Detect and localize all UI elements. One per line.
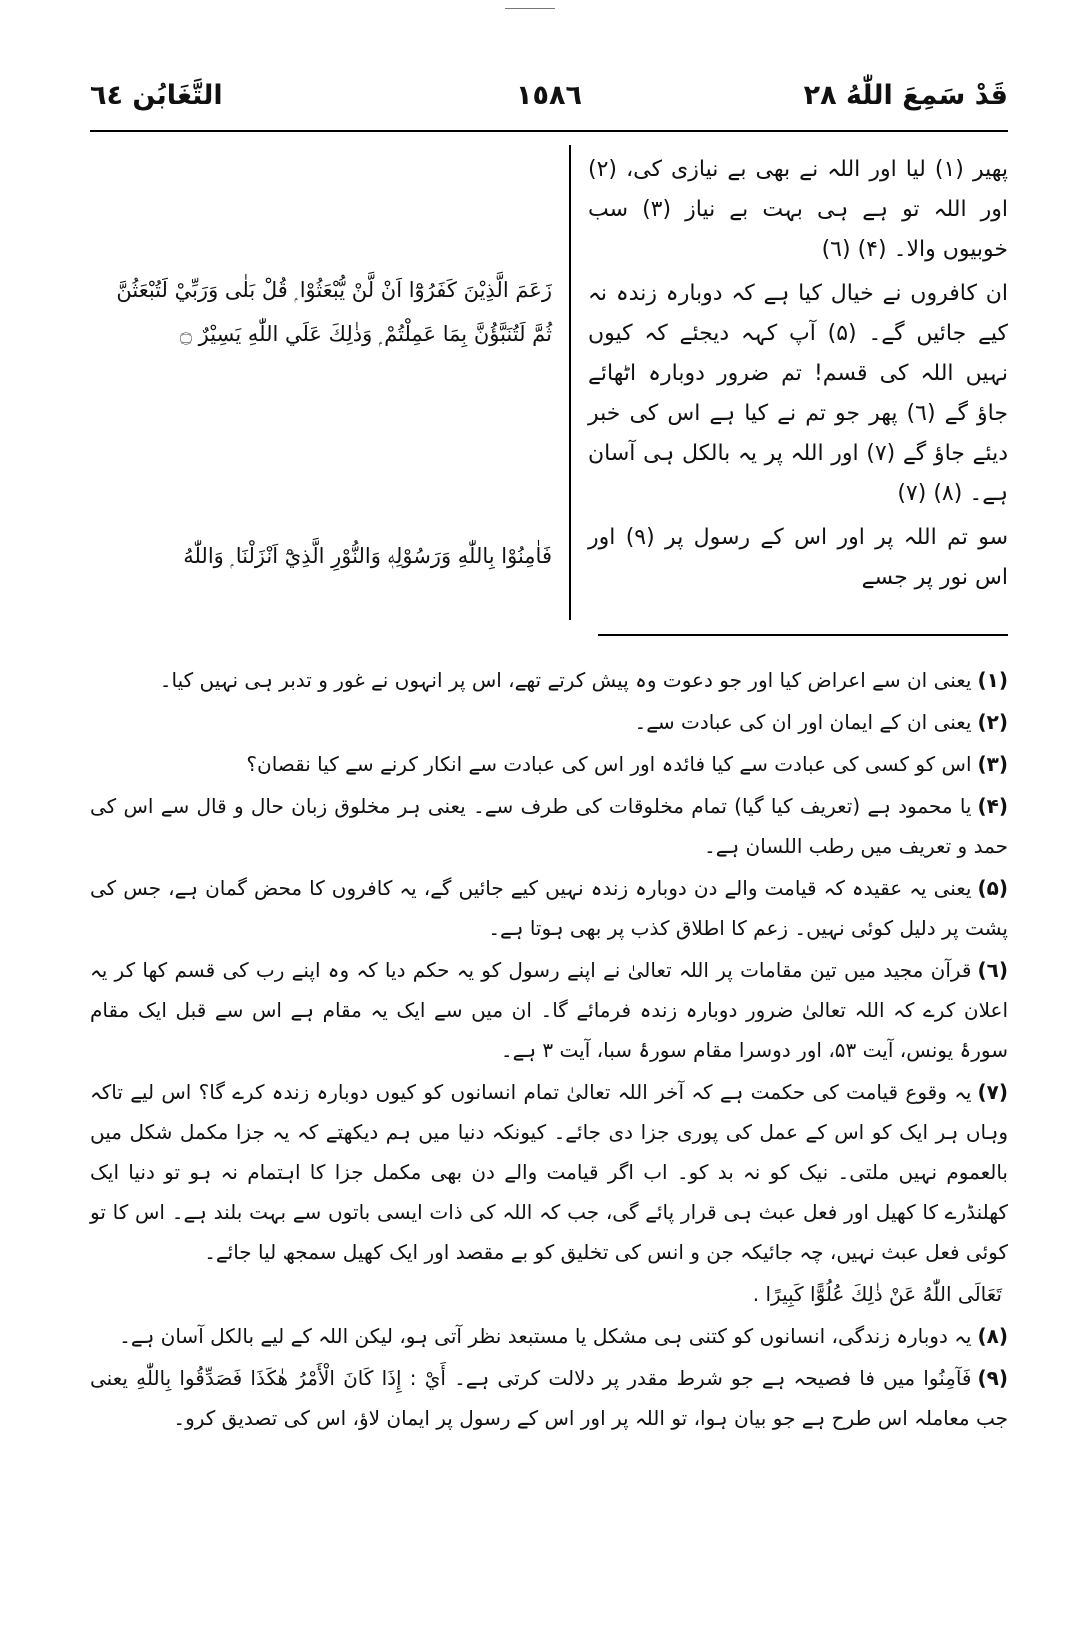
arabic-verse-text: فَاٰمِنُوْا بِاللّٰهِ وَرَسُوْلِهٖ وَالنُّوْرِ الَّذِيْٓ اَنْزَلْنَا ۭ وَاللّٰهُ (183, 544, 552, 568)
footnote-number: (٣) (977, 752, 1008, 776)
footnotes (90, 660, 1008, 1440)
footnote-text: یہ دوبارہ زندگی، انسانوں کو کتنی ہی مشکل یا مستبعد نظر آتی ہو، لیکن اللہ کے لیے بالکل آسان ہے۔ (119, 1324, 972, 1348)
footnote-number: (٩) (977, 1366, 1008, 1390)
arabic-verse-text: زَعَمَ الَّذِيْنَ كَفَرُوْٓا اَنْ لَّنْ يُّبْعَثُوْا ۭ قُلْ بَلٰى وَرَبِّيْ لَتُبْعَثُنَّ ثُمَّ لَتُنَبَّؤُنَّ بِمَا عَمِلْتُمْ ۭ وَذٰلِكَ عَلَي اللّٰهِ يَسِيْرٌ ۝ (116, 278, 552, 346)
column-divider (569, 145, 571, 620)
footnote-text: یعنی ان سے اعراض کیا اور جو دعوت وہ پیش کرتے تھے، اس پر انہوں نے غور و تدبر ہی نہیں کیا۔ (159, 668, 972, 692)
header-rule (90, 130, 1008, 132)
footnote-number: (١) (977, 668, 1008, 692)
footnote-text: تَعَالَى اللّٰهُ عَنْ ذٰلِكَ عُلُوًّا كَبِيرًا . (752, 1282, 1002, 1306)
footnote-1 (90, 660, 1008, 700)
footnote-number: (٧) (977, 1080, 1008, 1104)
footnote-4 (90, 786, 1008, 866)
translation-verse-8: سو تم اللہ پر اور اس کے رسول پر (٩) اور اس نور پر جسے (588, 525, 1009, 590)
footnote-9 (90, 1358, 1008, 1438)
footnote-rule (598, 634, 1008, 636)
footnote-text: یعنی یہ عقیدہ کہ قیامت والے دن دوبارہ زندہ نہیں کیے جائیں گے، یہ کافروں کا محض گمان ہے، جس کی پشت پر دلیل کوئی نہیں۔ زعم کا اطلاق کذب پر بھی ہوتا ہے۔ (90, 876, 1008, 940)
footnote-7 (90, 1072, 1008, 1272)
arabic-verse-7 (90, 268, 552, 356)
footnote-number: (٨) (977, 1324, 1008, 1348)
footnote-text: اس کو کسی کی عبادت سے کیا فائدہ اور اس کی عبادت سے انکار کرنے سے کیا نقصان؟ (246, 752, 972, 776)
footnote-text: فَآمِنُوا میں فا فصیحہ ہے جو شرط مقدر پر دلالت کرتی ہے۔ أَيْ : إِذَا كَانَ الْأَمْرُ هٰكَذَا فَصَدِّقُوا بِاللّٰهِ یعنی جب معاملہ اس طرح ہے جو بیان ہوا، تو اللہ پر اور اس کے رسول پر ایمان لاؤ، اس کی تصدیق کرو۔ (90, 1366, 1008, 1430)
footnote-6 (90, 950, 1008, 1070)
footnote-7-arabic (90, 1274, 1008, 1314)
footnote-number: (٦) (977, 958, 1008, 982)
footnote-text: یا محمود ہے (تعریف کیا گیا) تمام مخلوقات کی طرف سے۔ یعنی ہر مخلوق زبان حال و قال سے اس کی حمد و تعریف میں رطب اللسان ہے۔ (90, 794, 1008, 858)
translation-verse-6: پھیر (١) لیا اور اللہ نے بھی بے نیازی کی، (٢) اور اللہ تو ہے ہی بہت بے نیاز (٣) سب خوبیوں والا۔ (۴) (٦) (588, 157, 1008, 262)
footnote-2 (90, 702, 1008, 742)
translation-verse-7: ان کافروں نے خیال کیا ہے کہ دوبارہ زندہ نہ کیے جائیں گے۔ (۵) آپ کہہ دیجئے کہ کیوں نہیں اللہ کی قسم! تم ضرور دوبارہ اٹھائے جاؤ گے (٦) پھر جو تم نے کیا ہے اس کی خبر دیئے جاؤ گے (٧) اور اللہ پر یہ بالکل ہی آسان ہے۔ (٨) (٧) (588, 281, 1008, 506)
surah-title: التَّغَابُن ٦٤ (90, 80, 223, 111)
page-header (90, 80, 1008, 130)
footnote-text: یہ وقوع قیامت کی حکمت ہے کہ آخر اللہ تعالیٰ تمام انسانوں کو کیوں دوبارہ زندہ کرے گا؟ اس لیے تاکہ وہاں ہر ایک کو اس کے عمل کی پوری جزا دی جائے۔ کیونکہ دنیا میں ہم دیکھتے کہ یہ جزا مکمل شکل میں بالعموم نہیں ملتی۔ نیک کو نہ بد کو۔ اب اگر قیامت والے دن بھی مکمل جزا کا اہتمام نہ ہو تو دنیا ایک کھلنڈرے کا کھیل اور فعل عبث ہی قرار پائے گی، جب کہ اللہ کی ذات ایسی باتوں سے بہت بلند ہے۔ اس کا تو کوئی فعل عبث نہیں، چہ جائیکہ جن و انس کی تخلیق کو بے مقصد اور ایک کھیل سمجھ لیا جائے۔ (90, 1080, 1008, 1264)
top-mark (505, 8, 555, 9)
footnote-text: یعنی ان کے ایمان اور ان کی عبادت سے۔ (634, 710, 972, 734)
translation-column (588, 150, 1008, 598)
page-number: ١٥٨٦ (516, 80, 582, 111)
juz-title: قَدْ سَمِعَ اللّٰهُ ٢٨ (803, 80, 1008, 111)
footnote-number: (۵) (977, 876, 1008, 900)
arabic-verse-8 (90, 534, 552, 578)
footnote-number: (۴) (977, 794, 1008, 818)
footnote-5 (90, 868, 1008, 948)
footnote-8 (90, 1316, 1008, 1356)
footnote-text: قرآن مجید میں تین مقامات پر اللہ تعالیٰ نے اپنے رسول کو یہ حکم دیا کہ وہ اپنے رب کی قسم کھا کر یہ اعلان کرے کہ اللہ تعالیٰ ضرور دوبارہ زندہ فرمائے گا۔ ان میں سے ایک یہ مقام ہے اس سے قبل ایک مقام سورۂ یونس، آیت ۵۳، اور دوسرا مقام سورۂ سبا، آیت ٣ ہے۔ (90, 958, 1008, 1062)
footnote-number: (٢) (977, 710, 1008, 734)
footnote-3 (90, 744, 1008, 784)
